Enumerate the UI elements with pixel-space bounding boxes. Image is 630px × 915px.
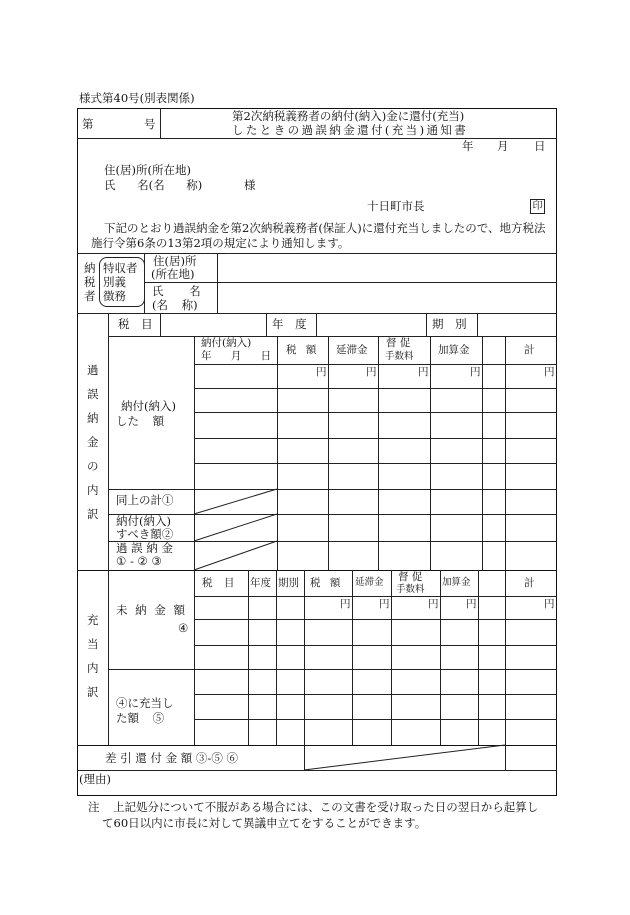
op-fiscal-year-label: 年 度	[272, 317, 307, 331]
note-prefix: 注	[88, 800, 100, 814]
op-col-paid-date-2: 年 月 日	[201, 350, 272, 362]
title-line1: 第2次納税義務者の納付(納入)金に還付(充当)	[232, 109, 465, 123]
addressee-address-label: 住(居)所(所在地)	[104, 163, 191, 177]
op-col-tax-amount: 税 額	[286, 344, 317, 356]
addressee-honorific: 様	[244, 178, 256, 192]
al-yen-delinquency: 円	[379, 598, 390, 610]
op-period-label: 期 別	[432, 317, 467, 331]
al-side-2: 当	[87, 637, 99, 651]
al-col-fee-2: 手数料	[396, 584, 425, 595]
al-col-delinquency: 延滞金	[355, 577, 384, 588]
op-subtotal-label: 同上の計①	[116, 493, 174, 507]
taxpayer-name-label2: (名 称)	[152, 298, 198, 312]
op-col-paid-date-1: 納付(納入)	[201, 337, 252, 349]
al-yen-total: 円	[544, 598, 555, 610]
al-yen-tax: 円	[340, 598, 351, 610]
refund-label: 差 引 還 付 金 額 ③-⑤ ⑥	[105, 751, 238, 765]
al-allocated-label-2: た額 ⑤	[116, 711, 165, 725]
op-side-3: 納	[87, 411, 99, 425]
op-yen-total: 円	[544, 366, 555, 378]
note-line1: 上記処分について不服がある場合には、この文書を受け取った日の翌日から起算し	[113, 800, 539, 814]
op-yen-fee: 円	[418, 366, 429, 378]
taxpayer-type-2: 別義	[103, 275, 126, 289]
number-label: 第	[82, 117, 94, 131]
addressee-name-label: 氏 名(名 称)	[104, 178, 203, 192]
taxpayer-type-1: 特収者	[103, 261, 138, 275]
taxpayer-name-label: 氏 名	[152, 284, 201, 298]
op-side-4: 金	[87, 435, 99, 449]
title-line2: したときの過誤納金還付(充当)通知書	[232, 123, 469, 137]
op-col-fee-2: 手数料	[385, 351, 414, 362]
op-side-5: の	[87, 459, 99, 473]
op-col-surcharge: 加算金	[438, 344, 470, 356]
body-text-line2: 施行令第6条の13第2項の規定により通知します。	[91, 236, 350, 250]
op-col-fee-1: 督 促	[386, 337, 411, 349]
seal-mark: 印	[530, 199, 545, 214]
op-yen-tax: 円	[316, 366, 327, 378]
op-overpaid-label-2: ① - ② ③	[116, 554, 162, 568]
op-col-delinquency: 延滞金	[336, 344, 368, 356]
op-due-label-1: 納付(納入)	[116, 514, 171, 528]
op-due-label-2: すべき額②	[116, 527, 174, 541]
op-overpaid-label-1: 過 誤 納 金	[116, 541, 173, 555]
al-yen-surcharge: 円	[466, 598, 477, 610]
al-unpaid-label-2: ④	[178, 621, 189, 635]
taxpayer-side-2: 税	[84, 275, 96, 289]
taxpayer-side-1: 納	[84, 261, 96, 275]
op-side-7: 訳	[87, 507, 99, 521]
date-year: 年	[462, 139, 474, 153]
al-col-tax-amount: 税 額	[310, 577, 341, 589]
op-tax-item-label: 税 目	[118, 317, 153, 331]
al-col-fiscal-year: 年度	[250, 577, 271, 589]
op-side-1: 過	[87, 363, 99, 377]
number-suffix: 号	[144, 117, 156, 131]
op-side-6: 内	[87, 483, 99, 497]
op-col-total: 計	[524, 344, 535, 356]
al-col-total: 計	[524, 577, 535, 589]
form-number: 様式第40号(別表関係)	[79, 91, 195, 105]
al-col-fee-1: 督 促	[398, 571, 423, 583]
date-month: 月	[497, 139, 509, 153]
al-unpaid-label-1: 未 納 金 額	[116, 603, 185, 617]
op-side-2: 誤	[87, 387, 99, 401]
date-day: 日	[534, 139, 546, 153]
taxpayer-side-3: 者	[84, 289, 96, 303]
taxpayer-address-label2: (所在地)	[151, 267, 195, 281]
al-side-1: 充	[87, 613, 99, 627]
al-yen-fee: 円	[428, 598, 439, 610]
note-line2: て60日以内に市長に対して異議申立てをすることができます。	[102, 816, 427, 830]
al-side-3: 内	[87, 661, 99, 675]
al-col-tax-item: 税 目	[202, 577, 235, 589]
op-paid-amount-label-1: 納付(納入)	[121, 399, 176, 413]
op-paid-amount-label-2: した 額	[116, 414, 165, 428]
op-yen-surcharge: 円	[470, 366, 481, 378]
al-col-period: 期別	[278, 577, 299, 589]
issuer-title: 十日町市長	[367, 199, 425, 213]
taxpayer-type-3: 徴務	[103, 289, 126, 303]
reason-label: (理由)	[79, 772, 111, 786]
al-allocated-label-1: ④に充当し	[116, 696, 174, 710]
op-yen-delinquency: 円	[366, 366, 377, 378]
al-col-surcharge: 加算金	[442, 577, 471, 588]
taxpayer-address-label: 住(居)所	[153, 254, 197, 268]
al-side-4: 訳	[87, 685, 99, 699]
body-text-line1: 下記のとおり過誤納金を第2次納税義務者(保証人)に還付充当しましたので、地方税法	[104, 221, 546, 235]
